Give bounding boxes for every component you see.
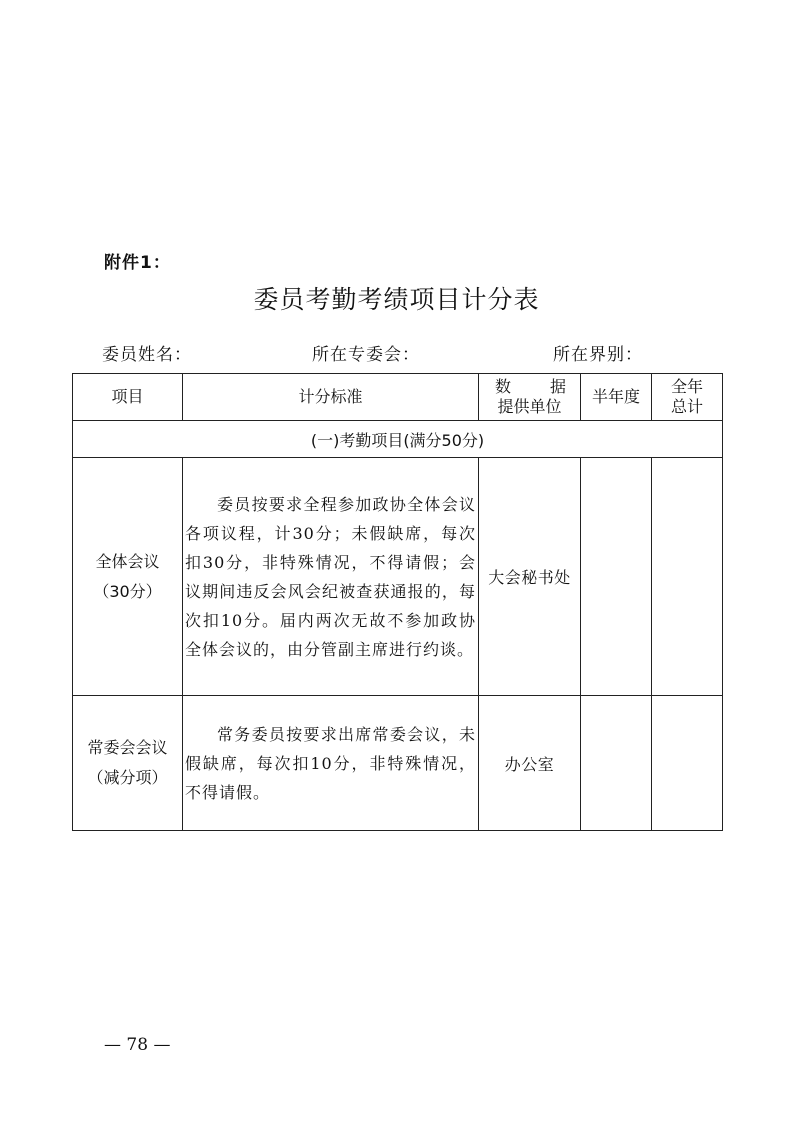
table-row [73,696,723,831]
header-annual-total-line1: 全年 [670,377,703,396]
header-annual-total-line2: 总计 [670,397,703,416]
header-data-provider [479,374,581,421]
provider-cell: 大会秘书处 [479,458,581,696]
criteria-cell [183,458,479,696]
item-cell [73,458,183,696]
half-year-cell[interactable] [581,458,652,696]
attachment-label: 附件1： [104,253,171,273]
item-cell [73,696,183,831]
committee-label: 所在专委会： [312,345,420,365]
header-item: 项目 [73,374,183,421]
item-points: （减分项） [87,768,168,787]
item-name: 全体会议 [95,551,160,571]
provider-cell: 办公室 [479,696,581,831]
page-number: — 78 — [104,1035,171,1055]
criteria-text: 委员按要求全程参加政协全体会议各项议程，计30分；未假缺席，每次扣30分，非特殊情况，不得请假；会议期间违反会风会纪被查获通报的，每次扣10分。届内两次无故不参加政协全体会议的，由分管副主席进行约谈。 [185,494,476,659]
header-annual-total [652,374,723,421]
item-points: （30分） [93,581,162,601]
table-row [73,458,723,696]
page-title: 委员考勤考绩项目计分表 [253,285,540,314]
header-data-provider-char1: 数 [495,377,512,396]
sector-label: 所在界别： [553,345,643,365]
header-half-year: 半年度 [581,374,652,421]
header-row [73,374,723,421]
header-data-provider-char2: 据 [549,377,566,396]
annual-total-cell[interactable] [652,458,723,696]
header-criteria: 计分标准 [183,374,479,421]
annual-total-cell[interactable] [652,696,723,831]
half-year-cell[interactable] [581,696,652,831]
section-row [73,421,723,458]
criteria-cell [183,696,479,831]
criteria-text: 常务委员按要求出席常委会议，未假缺席，每次扣10分，非特殊情况，不得请假。 [185,724,476,802]
section-title: (一)考勤项目(满分50分) [73,421,723,458]
header-data-provider-line2: 提供单位 [497,397,562,416]
item-name: 常委会会议 [87,738,168,757]
member-name-label: 委员姓名： [102,345,192,365]
score-table [72,373,723,831]
